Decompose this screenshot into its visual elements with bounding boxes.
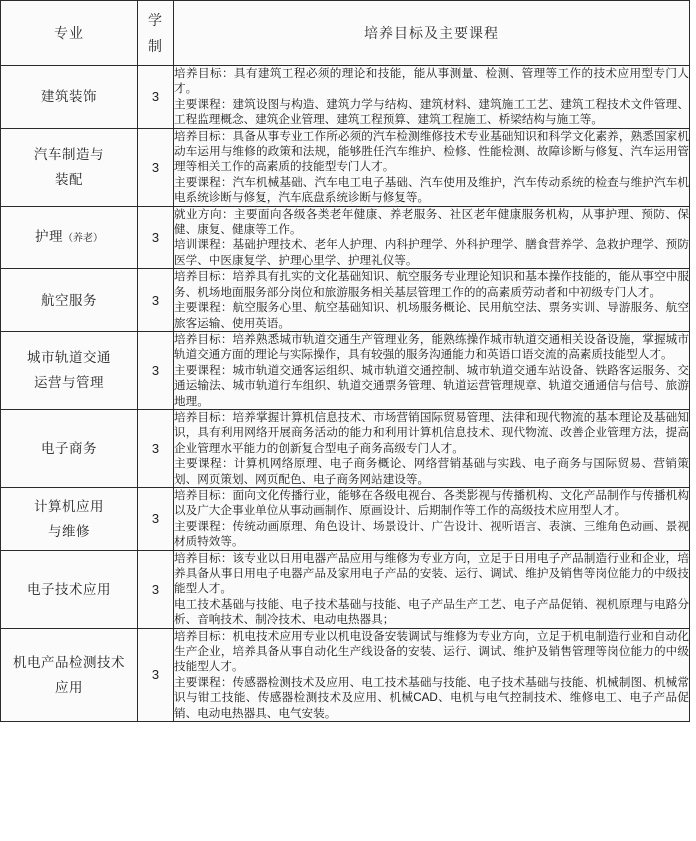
detail-paragraph: 培养目标：面向文化传播行业，能够在各级电视台、各类影视与传播机构、文化产品制作与传播机构以及广大企事业单位从事动画制作、原画设计、后期制作等工作的高级技术应用型人才。 <box>174 488 689 518</box>
major-name-cell <box>1 628 138 721</box>
detail-cell <box>174 487 690 550</box>
table-row <box>1 206 690 269</box>
years-cell: 3 <box>138 66 174 129</box>
column-header-years <box>138 1 174 66</box>
detail-paragraph: 培养目标：具备从事专业工作所必须的汽车检测维修技术专业基础知识和科学文化素养，熟悉国家机动车运用与维修的政策和法规，能够胜任汽车维护、检修、性能检测、故障诊断与修复、汽车运用管理等相关工作的高素质的技能型专门人才。 <box>174 129 689 174</box>
column-header-years-stack <box>138 7 173 59</box>
major-name-line-1: 汽车制造与 <box>34 147 104 163</box>
table-row <box>1 128 690 206</box>
major-name-line-2: 装配 <box>55 172 83 188</box>
header-row <box>1 1 690 66</box>
major-name-cell <box>1 487 138 550</box>
table-row <box>1 269 690 332</box>
years-cell: 3 <box>138 128 174 206</box>
table-row <box>1 66 690 129</box>
major-name-cell <box>1 331 138 409</box>
table-row <box>1 487 690 550</box>
detail-cell <box>174 550 690 628</box>
major-name-line-1: 电子技术应用 <box>27 581 111 597</box>
detail-cell <box>174 206 690 269</box>
detail-paragraph: 电工技术基础与技能、电子技术基础与技能、电子产品生产工艺、电子产品促销、视机原理与电路分析、音响技术、制冷技术、电动电热器具； <box>174 597 689 627</box>
column-header-major: 专业 <box>1 1 138 66</box>
major-name-line-2: 运营与管理 <box>34 375 104 391</box>
detail-cell <box>174 128 690 206</box>
major-name-line-1: 机电产品检测技术 <box>13 654 125 670</box>
detail-cell <box>174 66 690 129</box>
major-name-cell <box>1 66 138 129</box>
major-name-line-2: 应用 <box>55 679 83 695</box>
detail-paragraph: 培养目标：培养熟悉城市轨道交通生产管理业务，能熟练操作城市轨道交通相关设备设施，掌握城市轨道交通方面的理论与实际操作，具有较强的服务沟通能力和英语口语交流的高素质技能型人才。 <box>174 332 689 362</box>
major-name-cell <box>1 128 138 206</box>
table-header <box>1 1 690 66</box>
years-cell: 3 <box>138 487 174 550</box>
detail-paragraph: 培训课程：基础护理技术、老年人护理、内科护理学、外科护理学、膳食营养学、急救护理学、预防医学、中医康复学、护理心里学、护理礼仪等。 <box>174 238 689 267</box>
detail-paragraph: 主要课程：传统动画原理、角色设计、场景设计、广告设计、视听语言、表演、三维角色动画、景视材质特效等。 <box>174 519 689 549</box>
detail-paragraph: 主要课程：建筑设图与构造、建筑力学与结构、建筑材料、建筑施工工艺、建筑工程技术文件管理、工程监理概念、建筑企业管理、建筑工程预算、建筑工程施工、桥梁结构与施工等。 <box>174 97 689 127</box>
table-row <box>1 331 690 409</box>
detail-paragraph: 主要课程：航空服务心里、航空基础知识、机场服务概论、民用航空法、票务实训、导游服务、航空旅客运输、使用英语。 <box>174 301 689 330</box>
detail-paragraph: 主要课程：计算机网络原理、电子商务概论、网络营销基础与实践、电子商务与国际贸易、营销策划、网页策划、网页配色、电子商务网站建设等。 <box>174 457 689 486</box>
years-cell: 3 <box>138 206 174 269</box>
table-row <box>1 409 690 487</box>
major-name-line-1: 电子商务 <box>41 440 97 456</box>
column-header-detail: 培养目标及主要课程 <box>174 1 690 66</box>
table-row <box>1 550 690 628</box>
detail-paragraph: 培养目标：培养掌握计算机信息技术、市场营销国际贸易管理、法律和现代物流的基本理论及基础知识，具有利用网络开展商务活动的能力和利用计算机信息技术、现代物流、改善企业管理方法，提高企业管理水平能力的创新复合型电子商务高级专门人才。 <box>174 410 689 455</box>
table-body <box>1 66 690 722</box>
table-row <box>1 628 690 721</box>
detail-paragraph: 主要课程：传感器检测技术及应用、电工技术基础与技能、电子技术基础与技能、机械制图、机械常识与钳工技能、传感器检测技术及应用、机械CAD、电机与电气控制技术、维修电工、电子产品促销、电动电热器具、电气安装。 <box>174 675 689 720</box>
major-name-qualifier: （养老） <box>63 232 103 244</box>
years-cell: 3 <box>138 628 174 721</box>
major-name-cell <box>1 269 138 332</box>
detail-paragraph: 培养目标：具有建筑工程必须的理论和技能，能从事测量、检测、管理等工作的技术应用型专门人才。 <box>174 67 689 96</box>
detail-cell <box>174 409 690 487</box>
major-name-line-1: 护理 <box>35 228 63 244</box>
major-name-cell <box>1 550 138 628</box>
detail-paragraph: 主要课程：汽车机械基础、汽车电工电子基础、汽车使用及维护，汽车传动系统的检查与维护汽车机电系统诊断与修复，汽车底盘系统诊断与修复等。 <box>174 175 689 205</box>
detail-cell <box>174 269 690 332</box>
detail-paragraph: 培养目标：机电技术应用专业以机电设备安装调试与维修为专业方向，立足于机电制造行业和自动化生产企业，培养具备从事自动化生产线设备的安装、运行、调试、维护及销售管理等岗位能力的中级技能型人才。 <box>174 629 689 674</box>
major-name-line-2: 与维修 <box>48 523 90 539</box>
column-header-years-char-1: 学 <box>148 12 163 28</box>
detail-paragraph: 培养目标：该专业以日用电器产品应用与维修为专业方向，立足于日用电子产品制造行业和企业，培养具备从事日用电子电器产品及家用电子产品的安装、运行、调试、维护及销售等岗位能力的中级技能型人才。 <box>174 551 689 596</box>
major-name-line-1: 城市轨道交通 <box>27 350 111 366</box>
major-name-cell <box>1 409 138 487</box>
major-name-line-1: 计算机应用 <box>34 498 104 514</box>
major-name-line-1: 建筑装饰 <box>41 89 97 105</box>
column-header-years-char-2: 制 <box>148 38 163 54</box>
major-name-cell <box>1 206 138 269</box>
years-cell: 3 <box>138 331 174 409</box>
detail-paragraph: 主要课程：城市轨道交通客运组织、城市轨道交通控制、城市轨道交通车站设备、铁路客运服务、交通运输法、城市轨道行车组织、轨道交通票务管理、轨道运营管理规章、轨道交通通信与信号、旅游地理。 <box>174 363 689 408</box>
detail-paragraph: 就业方向：主要面向各级各类老年健康、养老服务、社区老年健康服务机构，从事护理、预防、保健、康复、健康等工作。 <box>174 207 689 237</box>
major-name-line-1: 航空服务 <box>41 292 97 308</box>
detail-cell <box>174 628 690 721</box>
years-cell: 3 <box>138 409 174 487</box>
detail-paragraph: 培养目标：培养具有扎实的文化基础知识、航空服务专业理论知识和基本操作技能的，能从事空中服务、机场地面服务部分岗位和旅游服务相关基层管理工作的的高素质劳动者和中初级专门人才。 <box>174 270 689 299</box>
years-cell: 3 <box>138 550 174 628</box>
years-cell: 3 <box>138 269 174 332</box>
detail-cell <box>174 331 690 409</box>
